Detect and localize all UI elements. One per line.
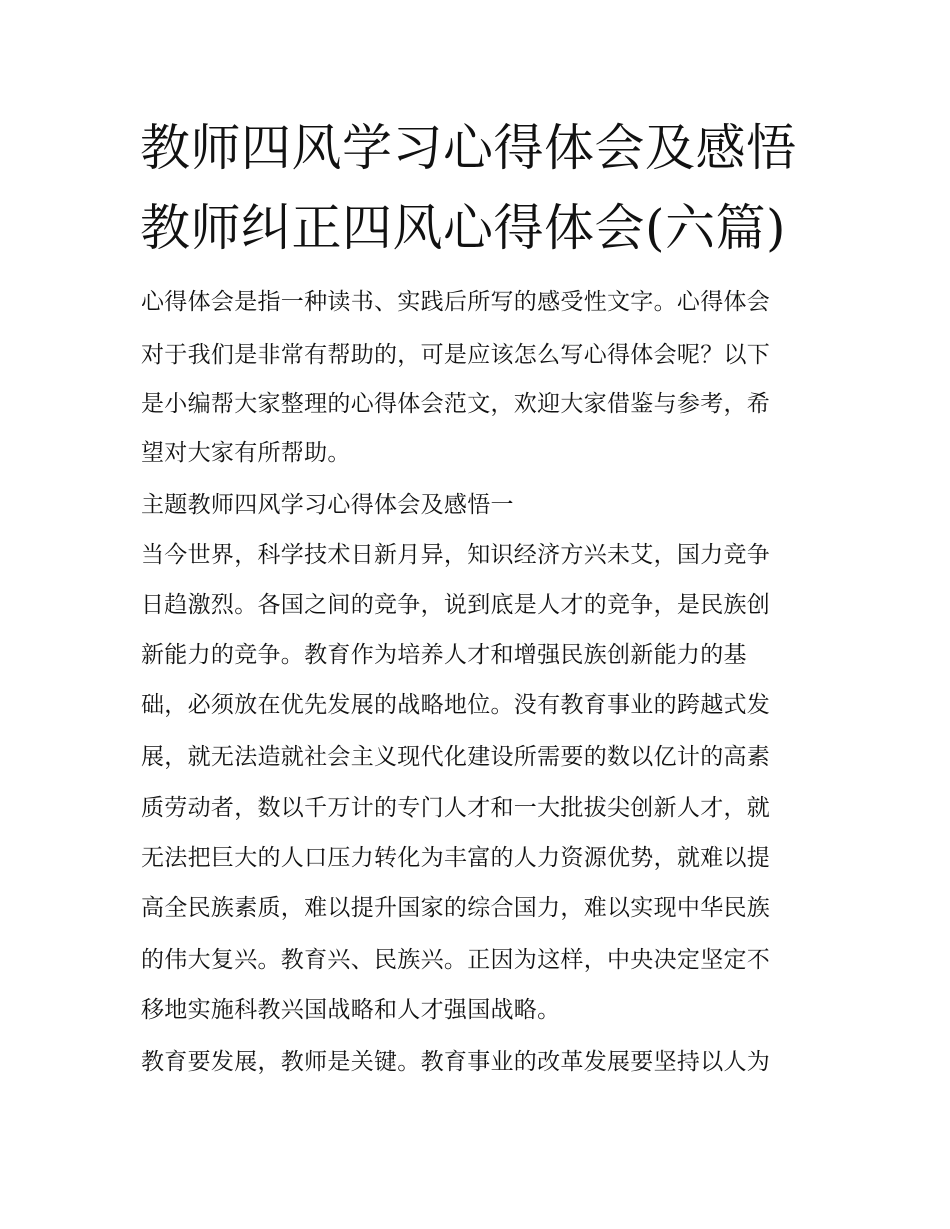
body-line: 质劳动者，数以千万计的专门人才和一大批拔尖创新人才，就 (141, 795, 771, 821)
body-line: 教育要发展，教师是关键。教育事业的改革发展要坚持以人为 (141, 1049, 771, 1075)
body-line: 高全民族素质，难以提升国家的综合国力，难以实现中华民族 (141, 895, 771, 921)
body-line: 望对大家有所帮助。 (141, 440, 351, 466)
body-line: 新能力的竞争。教育作为培养人才和增强民族创新能力的基 (141, 642, 747, 668)
title-line-2: 教师纠正四风心得体会(六篇) (140, 199, 787, 257)
body-line: 础，必须放在优先发展的战略地位。没有教育事业的跨越式发 (141, 692, 771, 718)
title-line-1: 教师四风学习心得体会及感悟 (140, 119, 797, 177)
body-line: 对于我们是非常有帮助的，可是应该怎么写心得体会呢？以下 (141, 342, 771, 368)
body-line: 心得体会是指一种读书、实践后所写的感受性文字。心得体会 (141, 289, 771, 315)
body-line: 的伟大复兴。教育兴、民族兴。正因为这样，中央决定坚定不 (141, 947, 771, 973)
body-line: 当今世界，科学技术日新月异，知识经济方兴未艾，国力竞争 (141, 542, 771, 568)
body-line: 日趋激烈。各国之间的竞争，说到底是人才的竞争，是民族创 (141, 592, 771, 618)
body-line: 移地实施科教兴国战略和人才强国战略。 (141, 997, 561, 1023)
body-line: 展，就无法造就社会主义现代化建设所需要的数以亿计的高素 (141, 744, 771, 770)
body-line: 无法把巨大的人口压力转化为丰富的人力资源优势，就难以提 (141, 845, 771, 871)
section-heading: 主题教师四风学习心得体会及感悟一 (141, 492, 514, 518)
body-line: 是小编帮大家整理的心得体会范文，欢迎大家借鉴与参考，希 (141, 391, 771, 417)
